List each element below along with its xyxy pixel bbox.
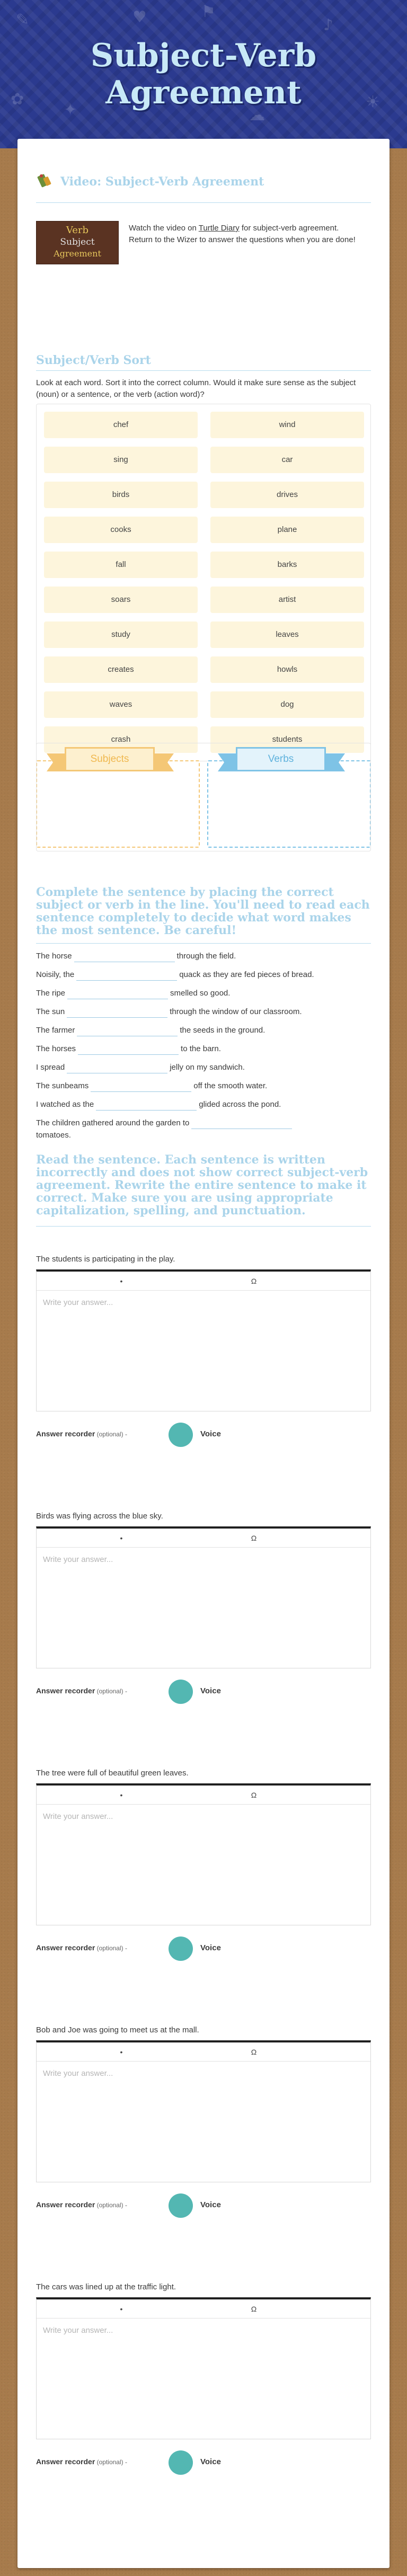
word-chip[interactable]: creates — [44, 656, 198, 683]
sentence-before-text: The horses — [36, 1044, 76, 1053]
fill-sentence — [36, 1025, 265, 1036]
answer-textarea[interactable] — [37, 1805, 370, 1924]
sentence-after-text: quack as they are fed pieces of bread. — [179, 970, 314, 979]
video-section-title: Video: Subject-Verb Agreement — [60, 175, 264, 189]
recorder-label-text: Answer recorder — [36, 1429, 95, 1438]
answer-blank[interactable] — [96, 1101, 197, 1111]
page-title — [0, 37, 407, 111]
answer-blank[interactable] — [91, 1082, 191, 1092]
word-chip[interactable]: birds — [44, 482, 198, 508]
answer-textarea[interactable] — [37, 1291, 370, 1410]
sentence-after-text: through the field. — [176, 952, 236, 961]
voice-label: Voice — [200, 2457, 221, 2466]
sentence-before-text: The farmer — [36, 1026, 75, 1035]
word-chip[interactable]: study — [44, 621, 198, 648]
answer-blank[interactable] — [76, 971, 177, 981]
recorder-label-text: Answer recorder — [36, 2457, 95, 2466]
video-section-header — [36, 172, 371, 193]
page-title-line-2: Agreement — [105, 74, 302, 111]
voice-label: Voice — [200, 2200, 221, 2209]
voice-label: Voice — [200, 1429, 221, 1438]
rewrite-section-title: Read the sentence. Each sentence is written incorrectly and does not show correct subject-verb agreement. Rewrite the entire sentence to make it correct. Make sure you are using appropriate capitalization, spelling, and punctuation. — [36, 1153, 368, 1218]
cloud-doodle-icon: ☁ — [249, 106, 265, 125]
sentence-after-text: through the window of our classroom. — [170, 1007, 302, 1016]
recorder-optional-text: (optional) - — [95, 1431, 127, 1438]
rewrite-prompt: The tree were full of beautiful green leaves. — [36, 1769, 189, 1778]
sentence-before-text: The ripe — [36, 989, 66, 998]
answer-recorder — [36, 1679, 371, 1706]
answer-textarea[interactable] — [37, 2319, 370, 2438]
heart-doodle-icon: ♥ — [132, 8, 147, 26]
bullet-list-button[interactable]: • — [120, 1277, 123, 1285]
flag-doodle-icon: ⚑ — [201, 3, 216, 21]
rewrite-prompt: The students is participating in the play. — [36, 1255, 175, 1264]
sun-doodle-icon: ☀ — [366, 93, 380, 111]
video-title-rule — [36, 202, 371, 203]
editor-toolbar — [37, 2299, 370, 2319]
word-chip[interactable]: artist — [210, 587, 364, 613]
answer-blank[interactable] — [77, 1027, 178, 1036]
worksheet-card — [17, 139, 390, 2568]
sentence-before-text: Noisily, the — [36, 970, 75, 979]
sentence-before-text: The sunbeams — [36, 1081, 89, 1090]
fill-section-title: Complete the sentence by placing the correct subject or verb in the line. You'll need to read each sentence completely to decide what word makes the most sentence. Be careful! — [36, 885, 370, 937]
word-chip[interactable]: waves — [44, 691, 198, 718]
recorder-label-text: Answer recorder — [36, 1943, 95, 1952]
fill-sentence — [36, 1043, 221, 1055]
record-voice-button[interactable] — [169, 2193, 193, 2218]
page-title-line-1: Subject-Verb — [90, 37, 317, 74]
pencil-doodle-icon: ✎ — [16, 11, 30, 29]
fill-title-rule — [36, 943, 371, 944]
word-chip[interactable]: wind — [210, 412, 364, 438]
fill-sentence — [36, 988, 230, 999]
recorder-label — [36, 2200, 127, 2209]
star-doodle-icon: ✦ — [64, 101, 77, 119]
header-banner — [0, 0, 407, 148]
video-text-before: Watch the video on — [129, 224, 199, 233]
special-character-button[interactable]: Ω — [251, 2305, 257, 2313]
recorder-optional-text: (optional) - — [95, 2201, 127, 2209]
word-chip[interactable]: cooks — [44, 517, 198, 543]
special-character-button[interactable]: Ω — [251, 1791, 257, 1799]
special-character-button[interactable]: Ω — [251, 2048, 257, 2056]
answer-blank[interactable] — [78, 1045, 179, 1055]
answer-blank[interactable] — [67, 1008, 167, 1018]
word-chip[interactable]: students — [210, 726, 364, 753]
turtle-diary-link[interactable]: Turtle Diary — [198, 224, 240, 233]
answer-blank[interactable] — [191, 1120, 292, 1129]
word-chip[interactable]: fall — [44, 552, 198, 578]
recorder-label — [36, 1943, 127, 1952]
sentence-after-text: off the smooth water. — [193, 1081, 268, 1090]
answer-recorder — [36, 1936, 371, 1962]
bullet-list-button[interactable]: • — [120, 1791, 123, 1799]
answer-recorder — [36, 1422, 371, 1449]
fill-sentence — [36, 969, 314, 981]
recorder-label — [36, 1429, 127, 1438]
bullet-list-button[interactable]: • — [120, 2305, 123, 2313]
answer-blank[interactable] — [74, 953, 175, 962]
voice-label: Voice — [200, 1686, 221, 1695]
answer-editor — [36, 2040, 371, 2182]
recorder-optional-text: (optional) - — [95, 2458, 127, 2466]
answer-blank[interactable] — [67, 990, 168, 999]
word-chip[interactable]: sing — [44, 447, 198, 473]
sentence-before-text: The horse — [36, 952, 72, 961]
word-chip[interactable]: soars — [44, 587, 198, 613]
editor-toolbar — [37, 1786, 370, 1805]
rewrite-prompt: Birds was flying across the blue sky. — [36, 1512, 163, 1521]
rewrite-title-rule — [36, 1226, 371, 1227]
video-icon — [36, 172, 55, 189]
thumb-line-agreement: Agreement — [54, 248, 101, 259]
sentence-after-text: to the barn. — [181, 1044, 221, 1053]
record-voice-button[interactable] — [169, 2450, 193, 2475]
flower-doodle-icon: ✿ — [11, 90, 24, 109]
word-chip[interactable]: crash — [44, 726, 198, 753]
answer-textarea[interactable] — [37, 2062, 370, 2181]
recorder-label — [36, 2457, 127, 2466]
fill-sentence — [36, 1099, 281, 1111]
word-chip[interactable]: chef — [44, 412, 198, 438]
video-instructions — [129, 223, 362, 246]
sort-title-rule — [36, 370, 371, 371]
thumb-line-verb: Verb — [66, 225, 89, 236]
thumb-line-subject: Subject — [60, 237, 95, 247]
sort-instructions: Look at each word. Sort it into the correct column. Would it make sure sense as the subject (noun) or a sentence, or the verb (action word)? — [36, 378, 356, 399]
recorder-label-text: Answer recorder — [36, 1686, 95, 1695]
video-text-after: for subject-verb agreement. Return to the Wizer to answer the questions when you are done! — [129, 224, 356, 244]
answer-editor — [36, 2297, 371, 2439]
word-bank — [36, 404, 371, 761]
bullet-list-button[interactable]: • — [120, 2048, 123, 2056]
record-voice-button[interactable] — [169, 1937, 193, 1961]
rewrite-prompt: The cars was lined up at the traffic light. — [36, 2282, 176, 2291]
sentence-before-text: The sun — [36, 1007, 65, 1016]
verbs-label: Verbs — [236, 747, 326, 771]
voice-label: Voice — [200, 1943, 221, 1952]
record-voice-button[interactable] — [169, 1680, 193, 1704]
answer-editor — [36, 1269, 371, 1411]
fill-sentence — [36, 1117, 294, 1129]
word-chip[interactable]: car — [210, 447, 364, 473]
answer-recorder — [36, 2193, 371, 2219]
word-chip[interactable]: barks — [210, 552, 364, 578]
word-chip[interactable]: dog — [210, 691, 364, 718]
word-chip[interactable]: howls — [210, 656, 364, 683]
sentence-before-text: I spread — [36, 1063, 65, 1072]
answer-blank[interactable] — [67, 1064, 167, 1073]
answer-editor — [36, 1783, 371, 1925]
subjects-label: Subjects — [65, 747, 155, 771]
word-chip[interactable]: leaves — [210, 621, 364, 648]
editor-toolbar — [37, 2042, 370, 2062]
sentence-continuation: tomatoes. — [36, 1131, 71, 1140]
sentence-after-text: the seeds in the ground. — [180, 1026, 266, 1035]
sentence-before-text: I watched as the — [36, 1100, 94, 1109]
recorder-optional-text: (optional) - — [95, 1944, 127, 1952]
sentence-after-text: smelled so good. — [170, 989, 231, 998]
buckets-frame — [36, 743, 371, 851]
sentence-after-text: jelly on my sandwich. — [170, 1063, 245, 1072]
recorder-label-text: Answer recorder — [36, 2200, 95, 2209]
special-character-button[interactable]: Ω — [251, 1534, 257, 1542]
special-character-button[interactable]: Ω — [251, 1277, 257, 1285]
video-thumbnail[interactable] — [36, 221, 119, 264]
fill-sentence — [36, 1006, 302, 1018]
rewrite-prompt: Bob and Joe was going to meet us at the mall. — [36, 2026, 199, 2035]
editor-toolbar — [37, 1272, 370, 1291]
editor-toolbar — [37, 1529, 370, 1548]
music-doodle-icon: ♪ — [323, 16, 334, 34]
recorder-label — [36, 1686, 127, 1695]
word-chip[interactable]: plane — [210, 517, 364, 543]
record-voice-button[interactable] — [169, 1423, 193, 1447]
fill-sentence — [36, 951, 236, 962]
answer-recorder — [36, 2450, 371, 2476]
sort-section-title: Subject/Verb Sort — [36, 353, 151, 367]
sentence-before-text: The children gathered around the garden to — [36, 1118, 190, 1127]
recorder-optional-text: (optional) - — [95, 1687, 127, 1695]
fill-sentence — [36, 1062, 245, 1073]
fill-sentence — [36, 1080, 267, 1092]
answer-editor — [36, 1526, 371, 1668]
answer-textarea[interactable] — [37, 1548, 370, 1667]
sentence-after-text: glided across the pond. — [199, 1100, 281, 1109]
bullet-list-button[interactable]: • — [120, 1534, 123, 1542]
word-chip[interactable]: drives — [210, 482, 364, 508]
